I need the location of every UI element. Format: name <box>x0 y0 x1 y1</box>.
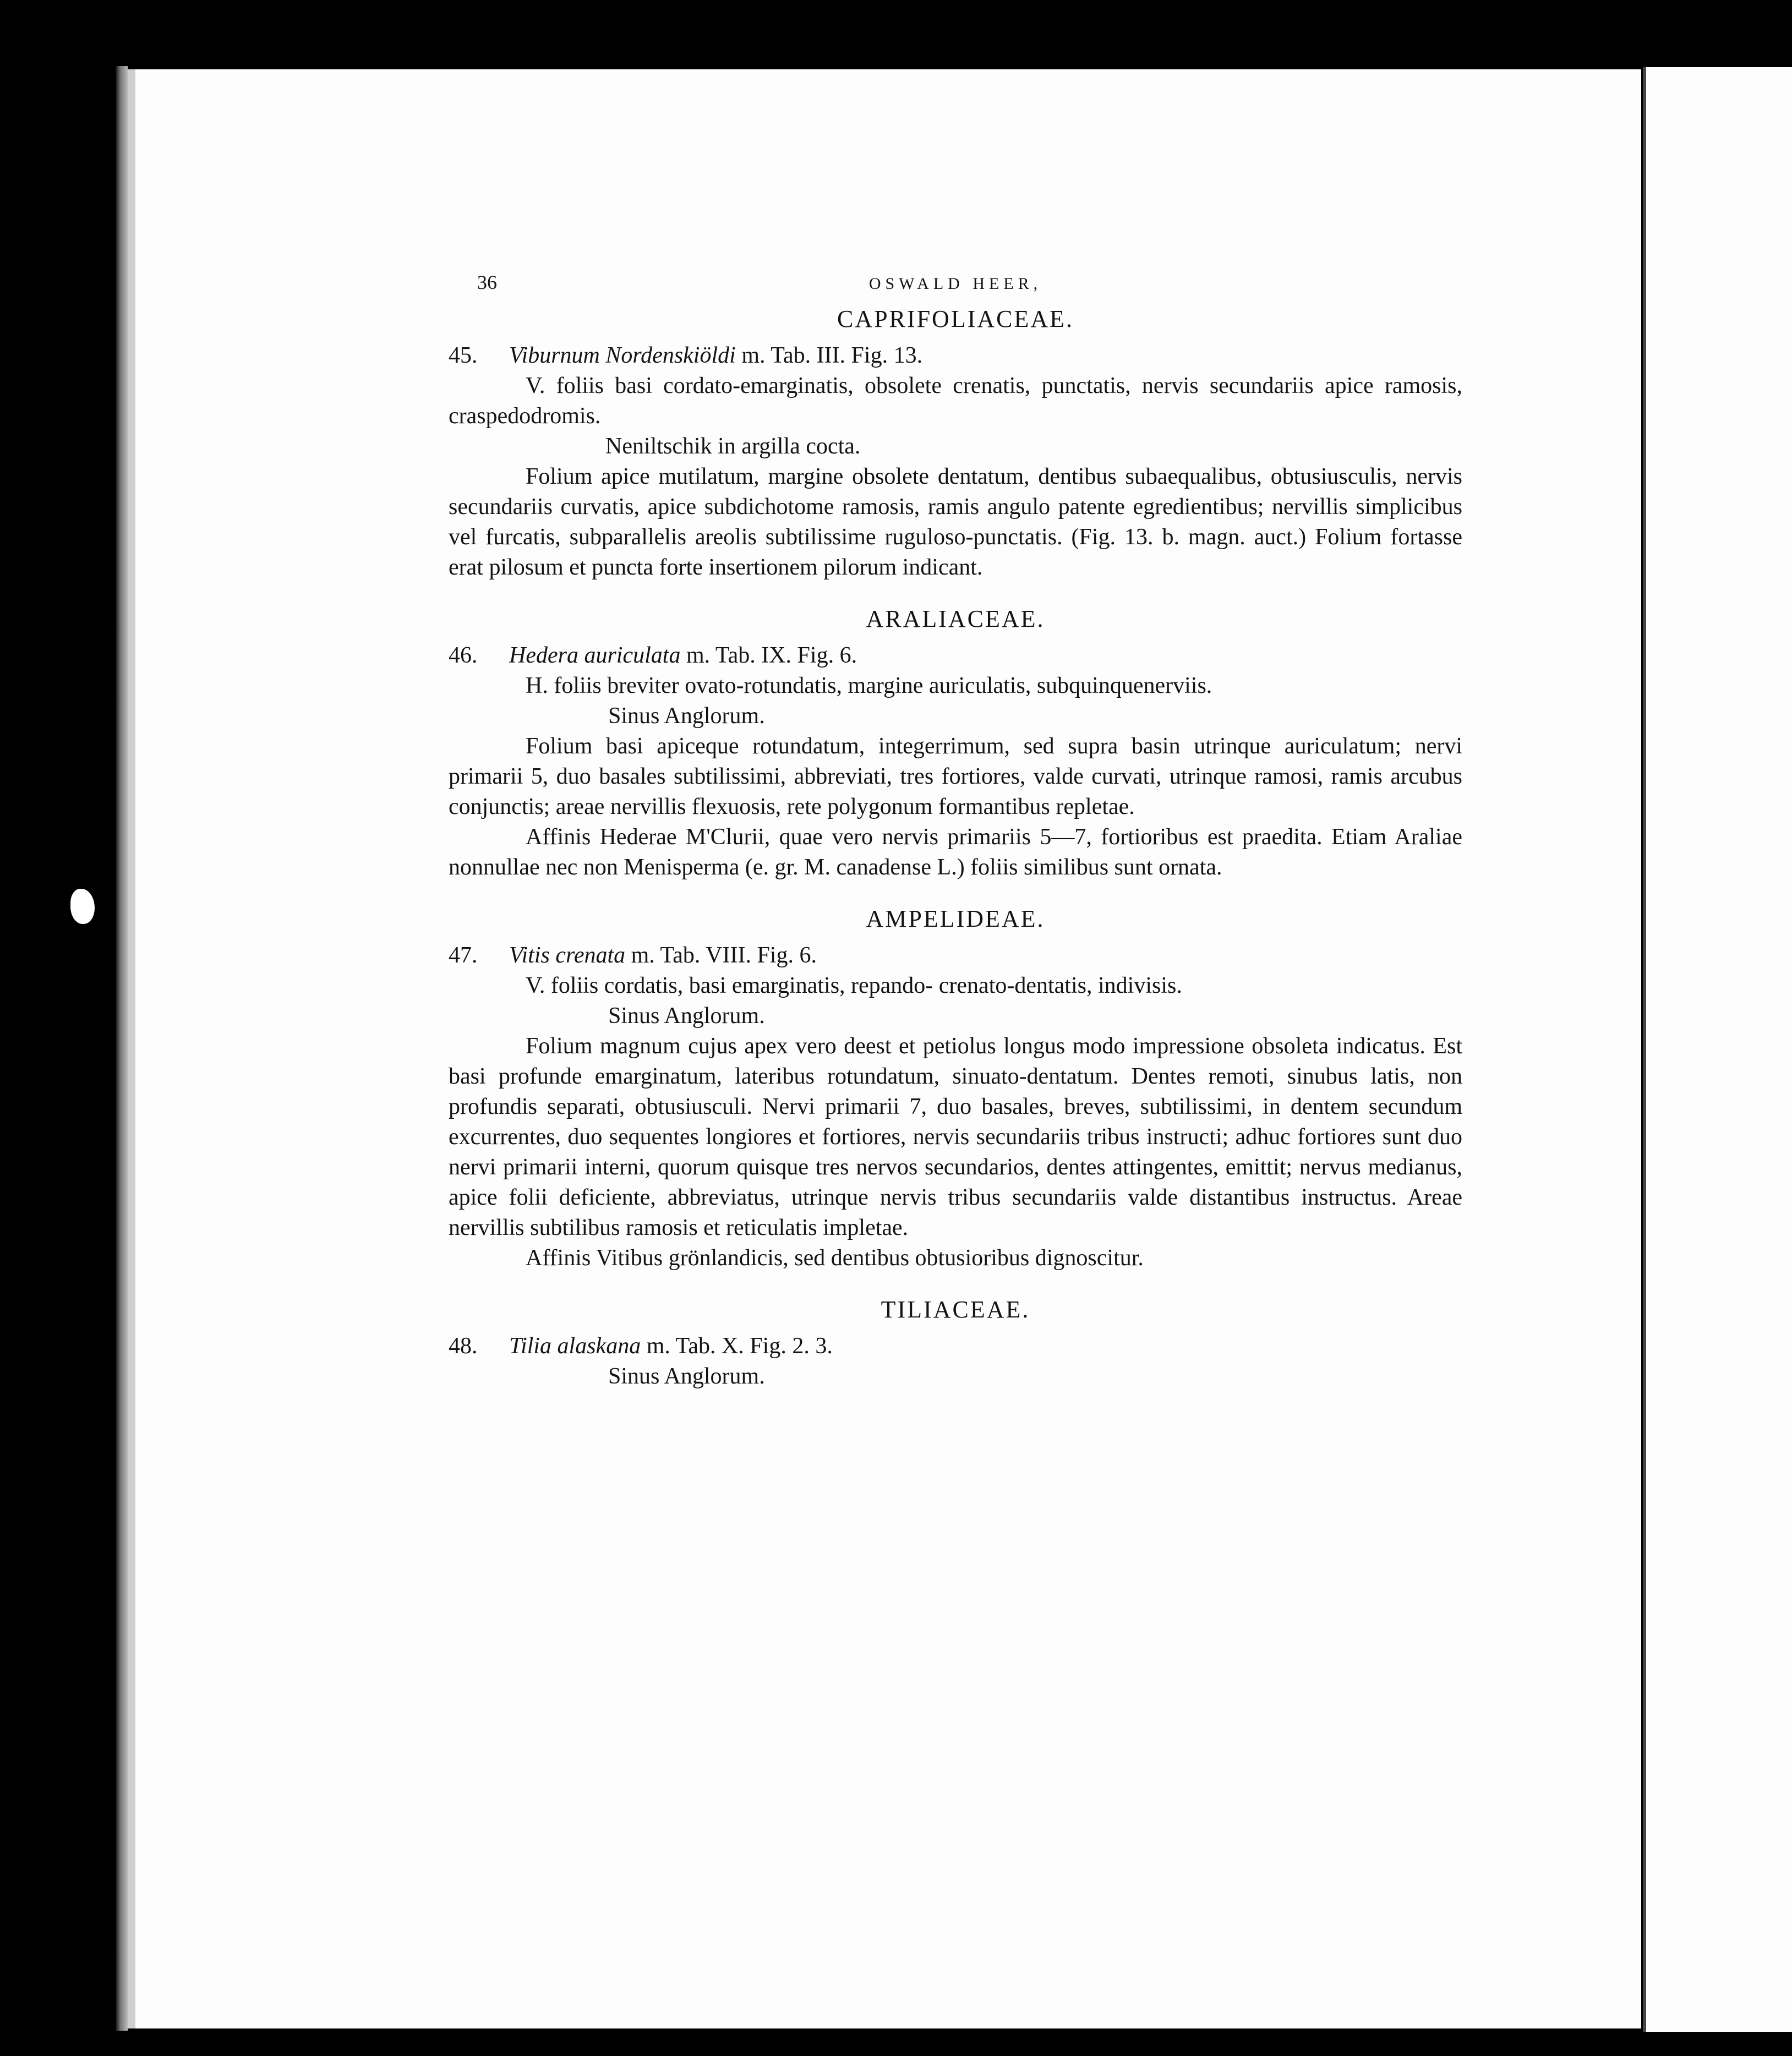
description: Folium basi apiceque rotundatum, integerrimum, sed supra basin utrinque auriculatum; nervi primarii 5, duo basales subtilissimi, abbreviati, tres fortiores, valde curvati, utrinque ramosi, ramis arcubus conjunctis; areae nervillis flexuosis, rete polygonum formantibus repletae. <box>449 734 1462 819</box>
facing-page <box>1643 67 1792 2032</box>
species-number: 47. <box>449 943 478 968</box>
locality: Neniltschik in argilla cocta. <box>605 434 861 459</box>
family-heading: CAPRIFOLIACEAE. <box>837 305 1074 332</box>
species-name: Hedera auriculata <box>509 643 681 668</box>
diagnosis: H. foliis breviter ovato-rotundatis, margine auriculatis, subquinquenerviis. <box>526 673 1212 698</box>
paper-blot <box>70 889 95 924</box>
species-entry <box>449 341 1462 371</box>
locality: Sinus Anglorum. <box>608 703 765 729</box>
species-entry <box>449 940 1462 971</box>
species-entry <box>449 1331 1462 1361</box>
affinity: Affinis Vitibus grönlandicis, sed dentibus obtusioribus dignoscitur. <box>526 1245 1144 1271</box>
species-number: 48. <box>449 1333 478 1359</box>
species-name: Vitis crenata <box>509 943 626 968</box>
page-edge <box>116 66 128 2031</box>
description: Folium magnum cujus apex vero deest et petiolus longus modo impressione obsoleta indicatus. Est basi profunde emarginatum, lateribus rotundatum, sinuato-dentatum. Dentes remoti, sinubus latis, non profundis separati, obtusiusculi. Nervi primarii 7, duo basales, breves, subtilissimi, in dentem secundum excurrentes, duo sequentes longiores et fortiores, nervis secundariis tribus instructi; adhuc fortiores sunt duo nervi primarii interni, quorum quisque tres nervos secundarios, dentes attingentes, emittit; nervus medianus, apice folii deficiente, abbreviatus, utrinque nervis tribus secundariis valde distantibus instructus. Areae nervillis subtilibus ramosis et reticulatis impletae. <box>449 1034 1462 1240</box>
page-number: 36 <box>477 271 497 293</box>
page-text <box>449 265 1462 1392</box>
locality: Sinus Anglorum. <box>608 1364 765 1389</box>
species-number: 46. <box>449 643 478 668</box>
diagnosis: V. foliis basi cordato-emarginatis, obsolete crenatis, punctatis, nervis secundariis apice ramosis, craspedodromis. <box>449 373 1462 429</box>
author-heading: OSWALD HEER, <box>868 275 1042 293</box>
family-heading: AMPELIDEAE. <box>866 905 1045 932</box>
species-reference: m. Tab. VIII. Fig. 6. <box>625 943 817 968</box>
locality: Sinus Anglorum. <box>608 1003 765 1029</box>
species-name: Tilia alaskana <box>509 1333 641 1359</box>
family-heading: ARALIACEAE. <box>866 605 1045 632</box>
running-head <box>449 265 1462 298</box>
species-name: Viburnum Nordenskiöldi <box>509 343 736 368</box>
description: Folium apice mutilatum, margine obsolete dentatum, dentibus subaequalibus, obtusiusculis, nervis secundariis curvatis, apice subdichotome ramosis, ramis angulo patente egredientibus; nervillis simplicibus vel furcatis, subparallelis areolis subtilissime ruguloso-punctatis. (Fig. 13. b. magn. auct.) Folium fortasse erat pilosum et puncta forte insertionem pilorum indicant. <box>449 464 1462 580</box>
family-heading: TILIACEAE. <box>881 1296 1030 1323</box>
species-number: 45. <box>449 343 478 368</box>
affinity: Affinis Hederae M'Clurii, quae vero nervis primariis 5—7, fortioribus est praedita. Etiam Araliae nonnullae nec non Menisperma (e. gr. M. canadense L.) foliis similibus sunt ornata. <box>449 824 1462 880</box>
diagnosis: V. foliis cordatis, basi emarginatis, repando- crenato-dentatis, indivisis. <box>526 973 1182 998</box>
species-reference: m. Tab. III. Fig. 13. <box>735 343 923 368</box>
species-entry <box>449 641 1462 671</box>
species-reference: m. Tab. IX. Fig. 6. <box>680 643 857 668</box>
species-reference: m. Tab. X. Fig. 2. 3. <box>641 1333 833 1359</box>
